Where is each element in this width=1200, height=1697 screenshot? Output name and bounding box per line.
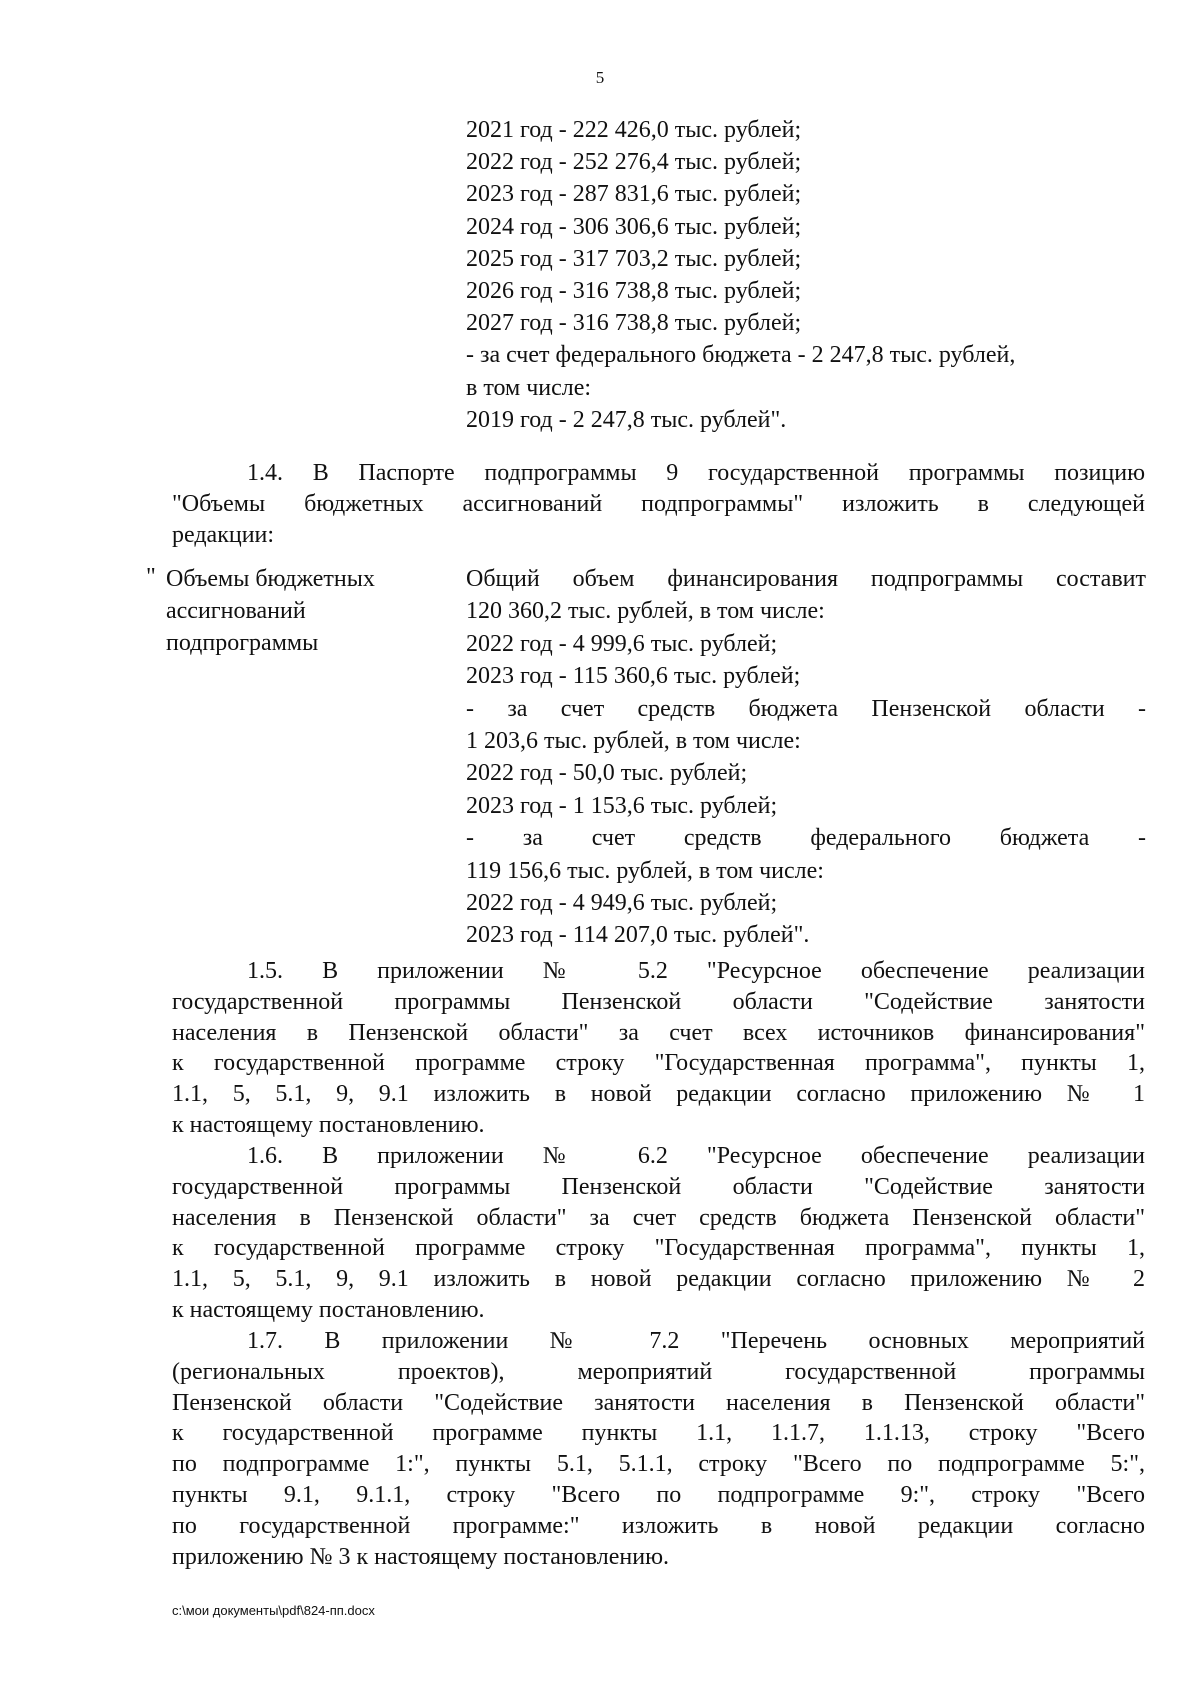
paragraph-line: к государственной программе пункты 1.1, 1.1.7, 1.1.13, строку "Всего	[172, 1420, 1145, 1447]
position-value-line: 2023 год - 1 153,6 тыс. рублей;	[466, 792, 778, 819]
position-value-line: 120 360,2 тыс. рублей, в том числе:	[466, 598, 825, 625]
paragraph-line: 1.7. В приложении № 7.2 "Перечень основных мероприятий	[247, 1328, 1145, 1354]
paragraph-line: по государственной программе:" изложить в новой редакции согласно	[172, 1512, 1145, 1539]
position-label-line: подпрограммы	[166, 630, 319, 656]
paragraph-line: государственной программы Пензенской области "Содействие занятости	[172, 1173, 1145, 1200]
position-value-line: 2022 год - 50,0 тыс. рублей;	[466, 760, 748, 787]
position-value-line: 2022 год - 4 999,6 тыс. рублей;	[466, 630, 778, 657]
table-position-value	[466, 563, 1146, 952]
position-value-line: 2023 год - 114 207,0 тыс. рублей".	[466, 922, 810, 949]
paragraph-line: населения в Пензенской области" за счет всех источников финансирования"	[172, 1019, 1145, 1046]
table-open-quote: "	[146, 564, 156, 590]
paragraph-line: 1.1, 5, 5.1, 9, 9.1 изложить в новой редакции согласно приложению № 1	[172, 1081, 1145, 1108]
position-value-line: 1 203,6 тыс. рублей, в том числе:	[466, 727, 801, 754]
paragraph-line: приложению № 3 к настоящему постановлению.	[172, 1543, 670, 1570]
paragraph-line: редакции:	[172, 521, 275, 548]
financing-line: 2023 год - 287 831,6 тыс. рублей;	[466, 181, 802, 208]
paragraph-line: (региональных проектов), мероприятий государственной программы	[172, 1358, 1145, 1385]
position-value-line: 119 156,6 тыс. рублей, в том числе:	[466, 857, 824, 884]
position-value-line: 2022 год - 4 949,6 тыс. рублей;	[466, 889, 778, 916]
paragraph-1-7	[172, 1326, 1145, 1572]
paragraph-1-6	[172, 1141, 1145, 1326]
paragraph-1-5	[172, 956, 1145, 1141]
paragraph-line: по подпрограмме 1:", пункты 5.1, 5.1.1, строку "Всего по подпрограмме 5:",	[172, 1451, 1145, 1478]
financing-line: 2022 год - 252 276,4 тыс. рублей;	[466, 149, 802, 176]
paragraph-line: 1.4. В Паспорте подпрограммы 9 государственной программы позицию	[247, 460, 1145, 486]
position-label-line: Объемы бюджетных	[166, 566, 375, 592]
paragraph-line: к настоящему постановлению.	[172, 1296, 485, 1323]
financing-line: 2019 год - 2 247,8 тыс. рублей".	[466, 406, 787, 433]
paragraph-line: к государственной программе строку "Государственная программа", пункты 1,	[172, 1235, 1145, 1262]
paragraph-line: Пензенской области "Содействие занятости населения в Пензенской области"	[172, 1389, 1145, 1416]
financing-line: 2025 год - 317 703,2 тыс. рублей;	[466, 245, 802, 272]
page-number: 5	[595, 68, 605, 87]
paragraph-line: пункты 9.1, 9.1.1, строку "Всего по подпрограмме 9:", строку "Всего	[172, 1481, 1145, 1508]
position-label-line: ассигнований	[166, 598, 306, 624]
paragraph-line: "Объемы бюджетных ассигнований подпрограммы" изложить в следующей	[172, 490, 1145, 517]
position-value-line: - за счет средств бюджета Пензенской области -	[466, 695, 1146, 722]
paragraph-line: населения в Пензенской области" за счет средств бюджета Пензенской области"	[172, 1204, 1145, 1231]
paragraph-line: государственной программы Пензенской области "Содействие занятости	[172, 988, 1145, 1015]
financing-line: 2026 год - 316 738,8 тыс. рублей;	[466, 277, 802, 304]
paragraph-1-4	[172, 458, 1145, 550]
position-value-line: - за счет средств федерального бюджета -	[466, 825, 1146, 852]
financing-line: в том числе:	[466, 374, 592, 401]
paragraph-line: 1.5. В приложении № 5.2 "Ресурсное обеспечение реализации	[247, 958, 1145, 984]
position-value-line: 2023 год - 115 360,6 тыс. рублей;	[466, 663, 801, 690]
financing-line: - за счет федерального бюджета - 2 247,8 тыс. рублей,	[466, 342, 1016, 369]
position-value-line: Общий объем финансирования подпрограммы составит	[466, 566, 1146, 592]
paragraph-line: к настоящему постановлению.	[172, 1111, 485, 1138]
paragraph-line: 1.1, 5, 5.1, 9, 9.1 изложить в новой редакции согласно приложению № 2	[172, 1266, 1145, 1293]
financing-continuation	[466, 114, 1146, 436]
table-position-label	[166, 563, 426, 659]
paragraph-line: 1.6. В приложении № 6.2 "Ресурсное обеспечение реализации	[247, 1143, 1145, 1169]
financing-line: 2027 год - 316 738,8 тыс. рублей;	[466, 310, 802, 337]
financing-line: 2024 год - 306 306,6 тыс. рублей;	[466, 213, 802, 240]
financing-line: 2021 год - 222 426,0 тыс. рублей;	[466, 117, 802, 143]
paragraph-line: к государственной программе строку "Государственная программа", пункты 1,	[172, 1050, 1145, 1077]
file-path-footer: c:\мои документы\pdf\824-пп.docx	[172, 1603, 375, 1618]
